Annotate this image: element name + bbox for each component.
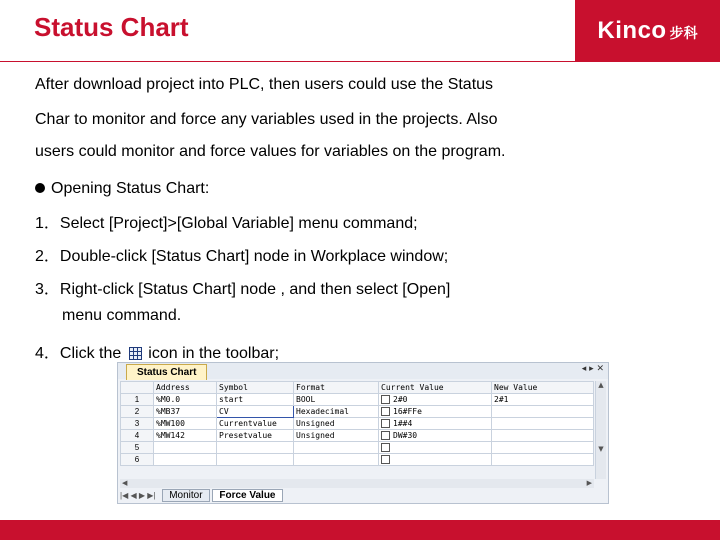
vertical-scrollbar[interactable]: ▲ ▼ [595, 381, 606, 479]
tab-force-value[interactable]: Force Value [212, 489, 282, 502]
address-cell[interactable]: %MW142 [154, 430, 217, 442]
address-cell[interactable]: %MB37 [154, 406, 217, 418]
force-checkbox[interactable] [381, 443, 390, 452]
column-header-address[interactable]: Address [154, 382, 217, 394]
symbol-cell[interactable] [217, 442, 294, 454]
force-checkbox[interactable] [381, 455, 390, 464]
paragraph-line-2: Char to monitor and force any variables used in the projects. Also [35, 111, 498, 128]
current-value-text: DW#30 [393, 431, 418, 440]
bullet-text: Opening Status Chart: [51, 180, 210, 197]
address-cell[interactable] [154, 454, 217, 466]
column-header-format[interactable]: Format [294, 382, 379, 394]
logo-brand: Kinco [597, 16, 667, 44]
force-checkbox[interactable] [381, 431, 390, 440]
symbol-cell[interactable] [217, 454, 294, 466]
new-value-cell[interactable] [492, 406, 594, 418]
column-header-current-value[interactable]: Current Value [379, 382, 492, 394]
current-value-cell [379, 418, 492, 430]
row-number: 4 [121, 430, 154, 442]
address-cell[interactable]: %M0.0 [154, 394, 217, 406]
table-grid-icon [129, 347, 142, 360]
table-row[interactable] [121, 430, 594, 442]
new-value-cell[interactable] [492, 418, 594, 430]
status-table [120, 381, 594, 466]
format-cell[interactable] [294, 454, 379, 466]
address-cell[interactable] [154, 442, 217, 454]
tab-status-chart[interactable]: Status Chart [126, 364, 207, 380]
new-value-cell[interactable]: 2#1 [492, 394, 594, 406]
current-value-cell [379, 454, 492, 466]
current-value-text: 1##4 [393, 419, 413, 428]
bullet-dot-icon [35, 183, 45, 193]
step-3: 3．Right-click [Status Chart] node , and then select [Open] [35, 281, 451, 298]
current-value-text: 16#FFe [393, 407, 422, 416]
symbol-cell[interactable]: CV [217, 406, 294, 418]
row-number: 5 [121, 442, 154, 454]
row-number: 2 [121, 406, 154, 418]
force-checkbox[interactable] [381, 407, 390, 416]
symbol-cell[interactable]: Currentvalue [217, 418, 294, 430]
current-value-cell [379, 442, 492, 454]
current-value-cell [379, 406, 492, 418]
tab-nav-arrows-icon[interactable]: |◀ ◀ ▶ ▶| [120, 491, 156, 500]
horizontal-scrollbar[interactable] [120, 479, 594, 488]
table-row[interactable] [121, 442, 594, 454]
table-row[interactable] [121, 454, 594, 466]
slide-title: Status Chart [34, 12, 189, 42]
table-header-row [121, 382, 594, 394]
current-value-cell [379, 430, 492, 442]
table-row[interactable] [121, 418, 594, 430]
format-cell[interactable]: Unsigned [294, 418, 379, 430]
new-value-cell[interactable] [492, 454, 594, 466]
step-3-continued: menu command. [62, 307, 182, 324]
current-value-text: 2#0 [393, 395, 408, 404]
address-cell[interactable]: %MW100 [154, 418, 217, 430]
row-number: 1 [121, 394, 154, 406]
symbol-cell[interactable]: start [217, 394, 294, 406]
force-checkbox[interactable] [381, 419, 390, 428]
footer-bar [0, 520, 720, 540]
bullet-item [35, 180, 209, 198]
logo-chinese: 步科 [669, 24, 698, 41]
format-cell[interactable] [294, 442, 379, 454]
status-chart-window [117, 362, 609, 504]
column-header-new-value[interactable]: New Value [492, 382, 594, 394]
tab-monitor[interactable]: Monitor [162, 489, 209, 502]
step-2: 2．Double-click [Status Chart] node in Workplace window; [35, 248, 449, 265]
table-row[interactable] [121, 406, 594, 418]
window-nav-buttons[interactable]: ◂ ▸ ✕ [581, 364, 604, 374]
scroll-right-arrow-icon[interactable]: ▶ [586, 479, 592, 487]
table-row[interactable] [121, 394, 594, 406]
format-cell[interactable]: BOOL [294, 394, 379, 406]
scroll-left-arrow-icon[interactable]: ◀ [122, 479, 128, 487]
bottom-tab-bar [120, 489, 283, 501]
row-number: 6 [121, 454, 154, 466]
row-number-header [121, 382, 154, 394]
kinco-logo [575, 0, 720, 61]
row-number: 3 [121, 418, 154, 430]
step-1: 1．Select [Project]>[Global Variable] menu command; [35, 215, 418, 232]
format-cell[interactable]: Hexadecimal [294, 406, 379, 418]
paragraph-line-3: users could monitor and force values for variables on the program. [35, 143, 506, 160]
step-4-prefix: 4．Click the [35, 345, 122, 362]
new-value-cell[interactable] [492, 442, 594, 454]
window-tab-bar [118, 363, 608, 379]
step-4 [35, 340, 279, 363]
force-checkbox[interactable] [381, 395, 390, 404]
column-header-symbol[interactable]: Symbol [217, 382, 294, 394]
paragraph-line-1: After download project into PLC, then users could use the Status [35, 76, 494, 93]
current-value-cell [379, 394, 492, 406]
step-4-suffix: icon in the toolbar; [148, 345, 280, 362]
format-cell[interactable]: Unsigned [294, 430, 379, 442]
symbol-cell[interactable]: Presetvalue [217, 430, 294, 442]
new-value-cell[interactable] [492, 430, 594, 442]
header-divider [0, 61, 720, 62]
